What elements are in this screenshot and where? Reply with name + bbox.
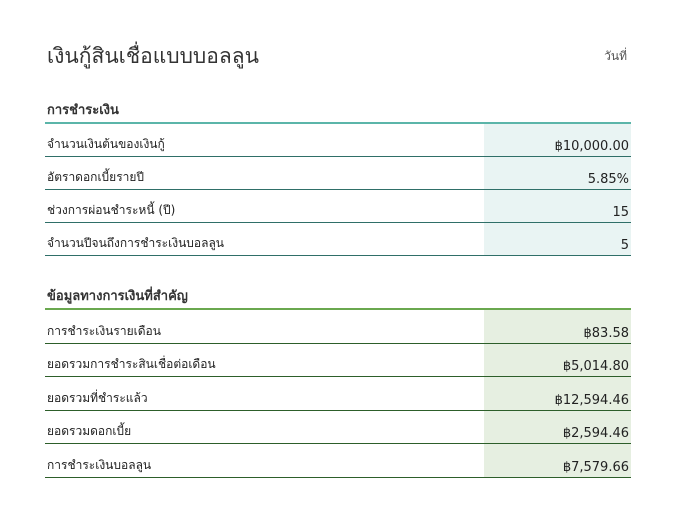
table-row [45,190,631,223]
table-row [45,223,631,256]
years-to-balloon-value[interactable]: 5 [484,223,631,255]
key-financials-heading: ข้อมูลทางการเงินที่สำคัญ [45,286,631,310]
amortization-period-value[interactable]: 15 [484,190,631,222]
total-monthly-loan-payments-value[interactable]: ฿5,014.80 [484,344,631,377]
total-paid-label: ยอดรวมที่ชำระแล้ว [47,390,148,405]
monthly-payment-value[interactable]: ฿83.58 [484,310,631,343]
years-to-balloon-label: จำนวนปีจนถึงการชำระเงินบอลลูน [47,236,225,250]
table-row [45,124,631,157]
payment-section-heading: การชำระเงิน [45,100,631,124]
total-paid-value[interactable]: ฿12,594.46 [484,377,631,410]
monthly-payment-label: การชำระเงินรายเดือน [47,323,161,338]
table-row [45,344,631,378]
amortization-period-label: ช่วงการผ่อนชำระหนี้ (ปี) [47,203,176,217]
principal-value[interactable]: ฿10,000.00 [484,124,631,156]
payment-section [45,100,631,256]
key-financials-section [45,286,631,478]
total-interest-label: ยอดรวมดอกเบี้ย [47,424,132,438]
interest-rate-label: อัตราดอกเบี้ยรายปี [47,170,145,184]
table-row [45,411,631,445]
interest-rate-value[interactable]: 5.85% [484,157,631,189]
table-row [45,444,631,478]
balloon-payment-label: การชำระเงินบอลลูน [47,457,152,472]
table-row [45,310,631,344]
date-label[interactable]: วันที่ [604,49,627,63]
total-interest-value[interactable]: ฿2,594.46 [484,411,631,444]
total-monthly-loan-payments-label: ยอดรวมการชำระสินเชื่อต่อเดือน [47,357,216,371]
principal-label: จำนวนเงินต้นของเงินกู้ [47,137,165,151]
balloon-payment-value[interactable]: ฿7,579.66 [484,444,631,477]
table-row [45,377,631,411]
table-row [45,157,631,190]
page-title: เงินกู้สินเชื่อแบบบอลลูน [47,44,259,68]
